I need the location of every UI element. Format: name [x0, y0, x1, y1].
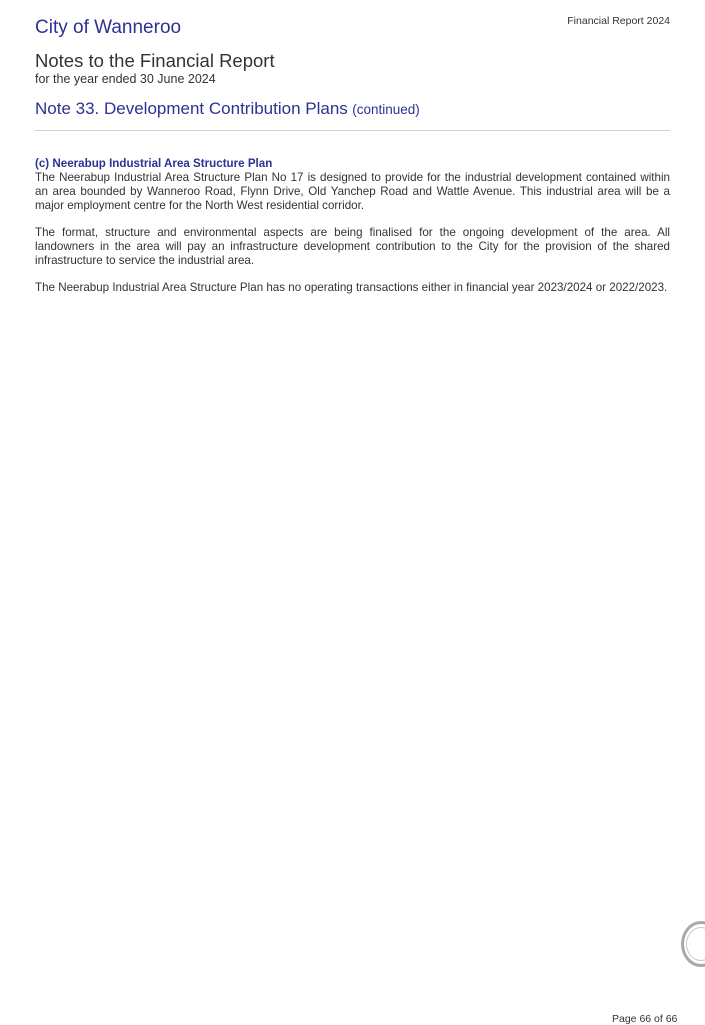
paragraph: The Neerabup Industrial Area Structure Plan has no operating transactions either in financial year 2023/2024 or 2022/2023. [35, 281, 668, 294]
note-title-text: Note 33. Development Contribution Plans [35, 99, 348, 118]
header-divider [35, 130, 670, 131]
page-number: Page 66 of 66 [612, 1013, 678, 1025]
note-title [35, 99, 420, 119]
page-subtitle: for the year ended 30 June 2024 [35, 72, 216, 86]
note-content [35, 157, 670, 295]
organisation-name: City of Wanneroo [35, 17, 182, 38]
note-title-suffix: (continued) [352, 102, 420, 117]
paragraph: The Neerabup Industrial Area Structure Plan No 17 is designed to provide for the industrial development contained within an area bounded by Wanneroo Road, Flynn Drive, Old Yanchep Road and Wattle Avenue. This industrial area will be a major employment centre for the North West residential corridor. [35, 171, 670, 212]
paragraph: The format, structure and environmental aspects are being finalised for the ongoing development of the area. All landowners in the area will pay an infrastructure development contribution to the City for the provision of the shared infrastructure to service the industrial area. [35, 226, 670, 267]
section-heading: (c) Neerabup Industrial Area Structure Plan [35, 157, 273, 170]
report-label: Financial Report 2024 [567, 15, 670, 27]
page-title: Notes to the Financial Report [35, 50, 275, 71]
